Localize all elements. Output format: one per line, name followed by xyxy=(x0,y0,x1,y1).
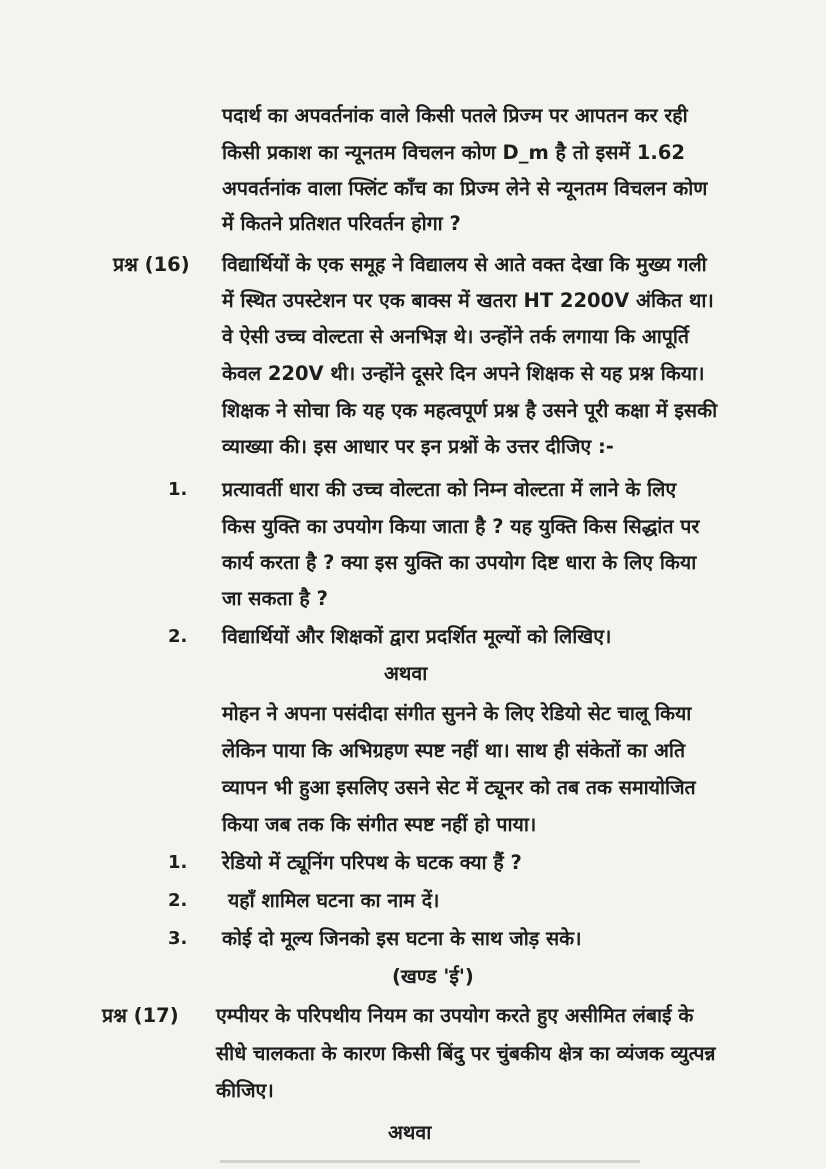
q16-line: शिक्षक ने सोचा कि यह एक महत्वपूर्ण प्रश्न है उसने पूरी कक्षा में इसकी xyxy=(222,399,718,422)
section-heading: (खण्ड 'ई') xyxy=(392,965,474,988)
page-cut-edge xyxy=(220,1160,640,1163)
q16-line: वे ऐसी उच्च वोल्टता से अनभिज्ञ थे। उन्होंने तर्क लगाया कि आपूर्ति xyxy=(222,325,689,348)
alt-passage-line: लेकिन पाया कि अभिग्रहण स्पष्ट नहीं था। साथ ही संकेतों का अति xyxy=(222,739,686,762)
sub-question-line: जा सकता है ? xyxy=(222,587,328,610)
sub-question-line: किस युक्ति का उपयोग किया जाता है ? यह युक्ति किस सिद्धांत पर xyxy=(222,515,700,538)
intro-line: किसी प्रकाश का न्यूनतम विचलन कोण D_m है तो इसमें 1.62 xyxy=(222,141,685,164)
q17-line: कीजिए। xyxy=(216,1079,274,1102)
alt-passage-line: किया जब तक कि संगीत स्पष्ट नहीं हो पाया। xyxy=(222,813,537,836)
q17-line: एम्पीयर के परिपथीय नियम का उपयोग करते हुए असीमित लंबाई के xyxy=(216,1004,694,1027)
intro-line: में कितने प्रतिशत परिवर्तन होगा ? xyxy=(222,212,461,235)
sub-question-line: कार्य करता है ? क्या इस युक्ति का उपयोग दिष्ट धारा के लिए किया xyxy=(222,551,697,574)
alt-sub-text: कोई दो मूल्य जिनको इस घटना के साथ जोड़ सके। xyxy=(222,927,582,950)
q16-line: में स्थित उपस्टेशन पर एक बाक्स में खतरा HT 2200V अंकित था। xyxy=(222,289,714,312)
sub-question-number: 1. xyxy=(168,479,188,500)
alt-sub-number: 1. xyxy=(168,852,188,873)
q17-line: सीधे चालकता के कारण किसी बिंदु पर चुंबकीय क्षेत्र का व्यंजक व्युत्पन्न xyxy=(216,1042,716,1065)
q16-line: व्याख्या की। इस आधार पर इन प्रश्नों के उत्तर दीजिए :- xyxy=(222,435,614,458)
alt-sub-number: 2. xyxy=(168,890,188,911)
alt-sub-text: रेडियो में ट्यूनिंग परिपथ के घटक क्या हैं ? xyxy=(222,851,522,874)
intro-line: अपवर्तनांक वाला फ्लिंट काँच का प्रिज्म लेने से न्यूनतम विचलन कोण xyxy=(222,177,708,200)
q16-line: केवल 220V थी। उन्होंने दूसरे दिन अपने शिक्षक से यह प्रश्न किया। xyxy=(222,362,705,385)
alt-passage-line: मोहन ने अपना पसंदीदा संगीत सुनने के लिए रेडियो सेट चालू किया xyxy=(222,702,692,725)
sub-question-line: प्रत्यावर्ती धारा की उच्च वोल्टता को निम्न वोल्टता में लाने के लिए xyxy=(222,478,677,501)
alt-sub-text: यहाँ शामिल घटना का नाम दें। xyxy=(228,889,440,912)
or-label: अथवा xyxy=(388,1121,432,1144)
question-17-label: प्रश्न (17) xyxy=(102,1004,179,1027)
intro-line: पदार्थ का अपवर्तनांक वाले किसी पतले प्रिज्म पर आपतन कर रही xyxy=(222,104,688,127)
alt-sub-number: 3. xyxy=(168,928,188,949)
or-label: अथवा xyxy=(384,662,428,685)
sub-question-line: विद्यार्थियों और शिक्षकों द्वारा प्रदर्शित मूल्यों को लिखिए। xyxy=(222,625,612,648)
alt-passage-line: व्यापन भी हुआ इसलिए उसने सेट में ट्यूनर को तब तक समायोजित xyxy=(222,776,696,799)
question-16-label: प्रश्न (16) xyxy=(113,253,190,276)
q16-line: विद्यार्थियों के एक समूह ने विद्यालय से आते वक्त देखा कि मुख्य गली xyxy=(222,253,707,276)
sub-question-number: 2. xyxy=(168,626,188,647)
